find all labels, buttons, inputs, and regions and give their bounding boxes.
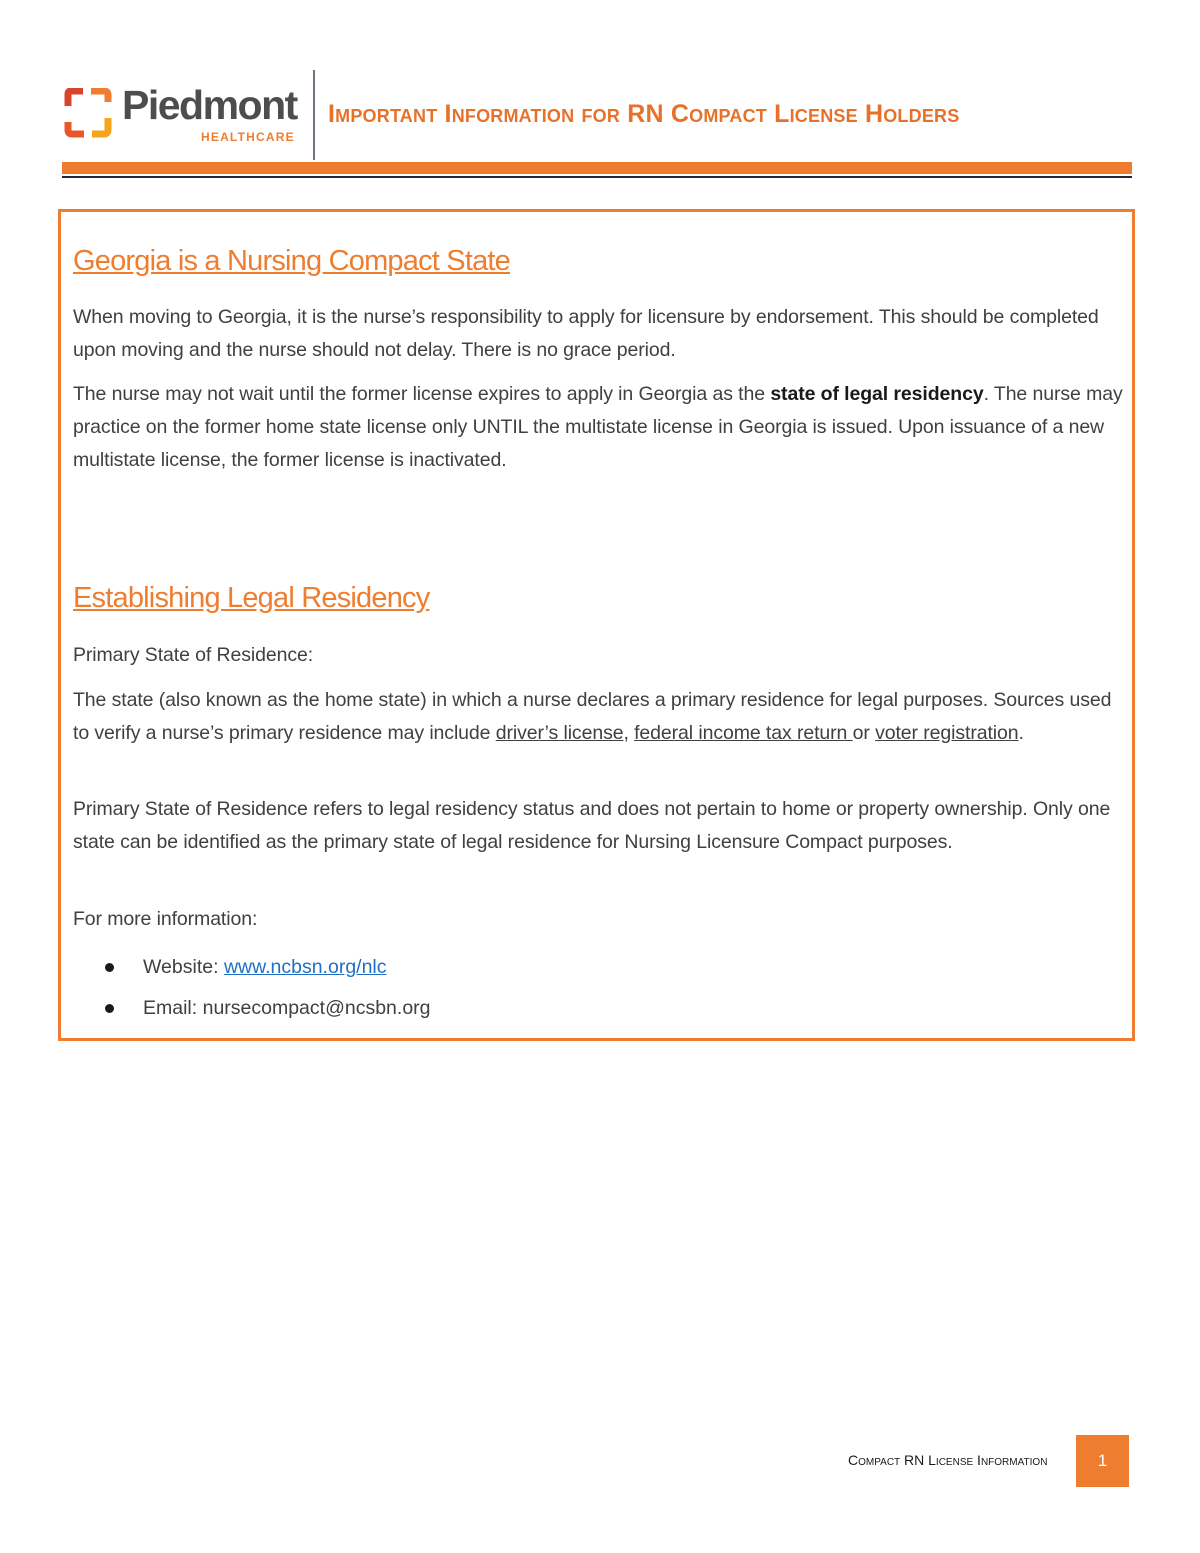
bullet-icon (105, 963, 114, 972)
header-divider (313, 70, 315, 160)
separator-text: or (852, 722, 876, 744)
paragraph-text: . The nurse may practice on the former home state license only UNTIL the multistate license in Georgia is issued. Upon issuance of a new multistate license, the former license is inactivated. (73, 383, 1123, 471)
paragraph-residence-definition: Primary State of Residence refers to legal residency status and does not pertain to home or property ownership. Only one state can be identified as the primary state of legal residence for Nursing Licensure Compact purposes. (73, 798, 1111, 853)
paragraph-endorsement: When moving to Georgia, it is the nurse’s responsibility to apply for licensure by endorsement. This should be completed upon moving and the nurse should not delay. There is no grace period. (73, 306, 1099, 361)
piedmont-logo-mark-icon (64, 88, 114, 138)
voter-registration-link[interactable]: voter registration (875, 722, 1019, 744)
bullet-icon (105, 1004, 114, 1013)
header-rule-orange (62, 162, 1132, 174)
separator-text: , (623, 722, 635, 744)
website-link[interactable]: www.ncbsn.org/nlc (223, 956, 387, 978)
page-number: 1 (1076, 1435, 1129, 1487)
paragraph-legal-residency (73, 378, 1123, 477)
section-heading-legal-residency: Establishing Legal Residency (73, 582, 430, 614)
content-box (58, 209, 1135, 1041)
more-info-label: For more information: (73, 908, 258, 930)
website-label: Website: (143, 956, 224, 978)
bullet-text (143, 952, 387, 982)
logo-subtitle: HEALTHCARE (201, 130, 295, 144)
footer-label: Compact RN License Information (848, 1452, 1048, 1468)
piedmont-logo (62, 82, 302, 146)
section-heading-compact-state: Georgia is a Nursing Compact State (73, 245, 511, 277)
paragraph-end: . (1018, 722, 1024, 744)
paragraph-text: The state (also known as the home state) in which a nurse declares a primary residence for legal purposes. Sources used to verify a nurse’s primary residence may include (73, 689, 1112, 744)
logo-name: Piedmont (122, 82, 297, 128)
federal-tax-return-link[interactable]: federal income tax return (634, 722, 853, 744)
page-title: Important Information for RN Compact License Holders (328, 100, 960, 128)
drivers-license-link[interactable]: driver’s license (495, 722, 624, 744)
header-rule-dark (62, 176, 1132, 178)
email-text: Email: nursecompact@ncsbn.org (143, 997, 431, 1019)
paragraph-home-state (73, 684, 1123, 750)
paragraph-text: The nurse may not wait until the former license expires to apply in Georgia as the (73, 383, 771, 405)
primary-state-label: Primary State of Residence: (73, 644, 314, 666)
state-of-legal-residency-bold: state of legal residency (770, 383, 984, 405)
